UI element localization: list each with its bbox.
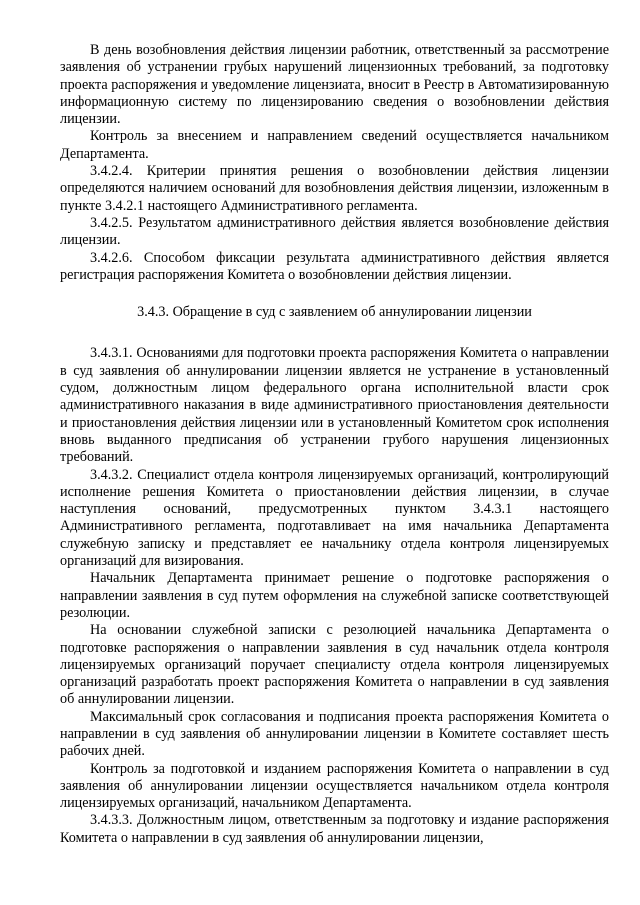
paragraph-3-4-3-2: 3.4.3.2. Специалист отдела контроля лицензируемых организаций, контролирующий исполнение решения Комитета о приостановлении действия лицензии, в случае наступления оснований, предусмотренных пунктом 3.4.3.1 настоящего Административного регламента, подготавливает на имя начальника Департамента служебную записку и представляет ее начальнику отдела контроля лицензируемых организаций для визирования. bbox=[60, 466, 609, 570]
paragraph-max-term: Максимальный срок согласования и подписания проекта распоряжения Комитета о направлении в суд заявления об аннулировании лицензии в Комитете составляет шесть рабочих дней. bbox=[60, 708, 609, 760]
paragraph-3-4-2-6: 3.4.2.6. Способом фиксации результата административного действия является регистрация распоряжения Комитета о возобновлении действия лицензии. bbox=[60, 249, 609, 283]
paragraph-3-4-2-5: 3.4.2.5. Результатом административного действия является возобновление действия лицензии. bbox=[60, 214, 609, 249]
section-heading-3-4-3: 3.4.3. Обращение в суд с заявлением об аннулировании лицензии bbox=[137, 304, 532, 321]
paragraph-3-4-3-1: 3.4.3.1. Основаниями для подготовки проекта распоряжения Комитета о направлении в суд заявления об аннулировании лицензии является не устранение в установленный судом, должностным лицом федерального органа исполнительной власти срок административного наказания в виде административного приостановления деятельности и приостановления действия лицензии или в установленный Комитетом срок исполнения вновь выданного предписания об устранении грубого нарушения лицензионных требований. bbox=[60, 345, 609, 466]
paragraph-control-order: Контроль за подготовкой и изданием распоряжения Комитета о направлении в суд заявления об аннулировании лицензии осуществляется начальником отдела контроля лицензируемых организаций, начальником Департамента. bbox=[60, 760, 609, 812]
document-page bbox=[60, 42, 609, 847]
paragraph-memo-basis: На основании служебной записки с резолюцией начальника Департамента о подготовке распоряжения о направлении заявления в суд начальник отдела контроля лицензируемых организаций поручает специалисту отдела контроля лицензируемых организаций разработать проект распоряжения Комитета о направлении в суд заявления об аннулировании лицензии. bbox=[60, 622, 609, 708]
paragraph-3-4-2-4: 3.4.2.4. Критерии принятия решения о возобновлении действия лицензии определяются наличием оснований для возобновления действия лицензии, изложенным в пункте 3.4.2.1 настоящего Административного регламента. bbox=[60, 163, 609, 214]
paragraph-head-decision: Начальник Департамента принимает решение о подготовке распоряжения о направлении заявления в суд путем оформления на служебной записке соответствующей резолюции. bbox=[60, 570, 609, 621]
paragraph-3-4-3-3: 3.4.3.3. Должностным лицом, ответственным за подготовку и издание распоряжения Комитета о направлении в суд заявления об аннулировании лицензии, bbox=[60, 812, 609, 846]
paragraph-renewal-registry: В день возобновления действия лицензии работник, ответственный за рассмотрение заявления об устранении грубых нарушений лицензионных требований, за подготовку проекта распоряжения и уведомление лицензиата, вносит в Реестр в Автоматизированную информационную систему по лицензированию сведения о возобновлении действия лицензии. bbox=[60, 42, 609, 128]
paragraph-control-entry: Контроль за внесением и направлением сведений осуществляется начальником Департамента. bbox=[60, 128, 609, 162]
